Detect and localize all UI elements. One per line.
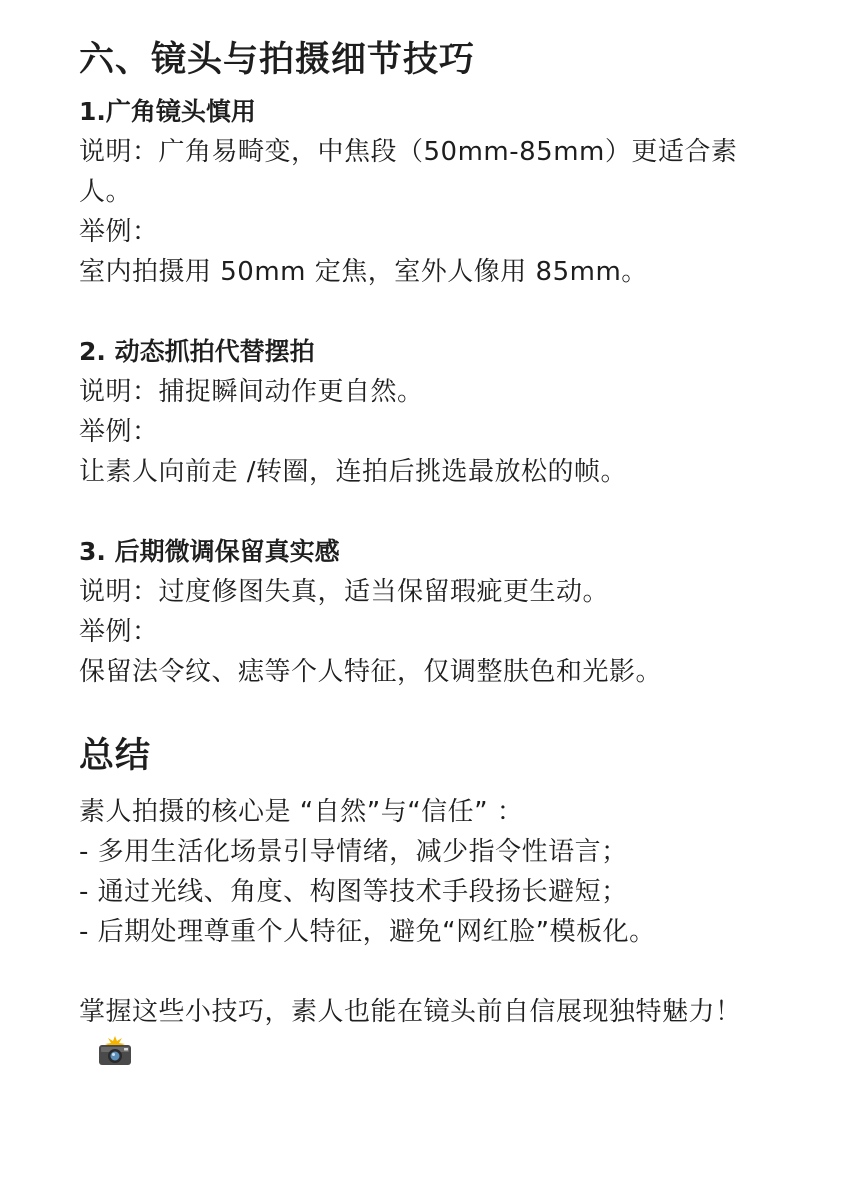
summary-point: - 后期处理尊重个人特征，避免“网红脸”模板化。 — [79, 917, 656, 947]
tip-example-label: 举例： — [79, 217, 159, 247]
summary-section — [79, 732, 839, 1072]
summary-title: 总结 — [79, 736, 152, 776]
tip-3 — [79, 532, 839, 692]
tip-explanation: 说明：广角易畸变，中焦段（50mm-85mm）更适合素人。 — [79, 137, 738, 207]
tip-example-label: 举例： — [79, 617, 159, 647]
tip-example: 保留法令纹、痣等个人特征，仅调整肤色和光影。 — [79, 657, 663, 687]
summary-point: - 多用生活化场景引导情绪，减少指令性语言； — [79, 837, 628, 867]
document-page — [79, 36, 839, 1072]
tip-title: 2. 动态抓拍代替摆拍 — [79, 337, 315, 366]
tip-example-label: 举例： — [79, 417, 159, 447]
tip-title: 3. 后期微调保留真实感 — [79, 537, 340, 566]
summary-point: - 通过光线、角度、构图等技术手段扬长避短； — [79, 877, 628, 907]
section-title: 六、镜头与拍摄细节技巧 — [79, 40, 476, 80]
tip-2 — [79, 332, 839, 492]
tip-1 — [79, 92, 839, 292]
camera-flash-icon — [97, 1036, 133, 1066]
summary-intro: 素人拍摄的核心是 “自然”与“信任” ： — [79, 797, 524, 827]
tip-explanation: 说明：过度修图失真，适当保留瑕疵更生动。 — [79, 577, 610, 607]
tip-example: 让素人向前走 /转圈，连拍后挑选最放松的帧。 — [79, 457, 628, 487]
summary-closing-text: 掌握这些小技巧，素人也能在镜头前自信展现独特魅力！ — [79, 997, 742, 1027]
tip-explanation: 说明：捕捉瞬间动作更自然。 — [79, 377, 424, 407]
tip-example: 室内拍摄用 50mm 定焦，室外人像用 85mm。 — [79, 257, 648, 287]
summary-closing — [79, 992, 759, 1072]
tip-title: 1.广角镜头慎用 — [79, 97, 256, 126]
